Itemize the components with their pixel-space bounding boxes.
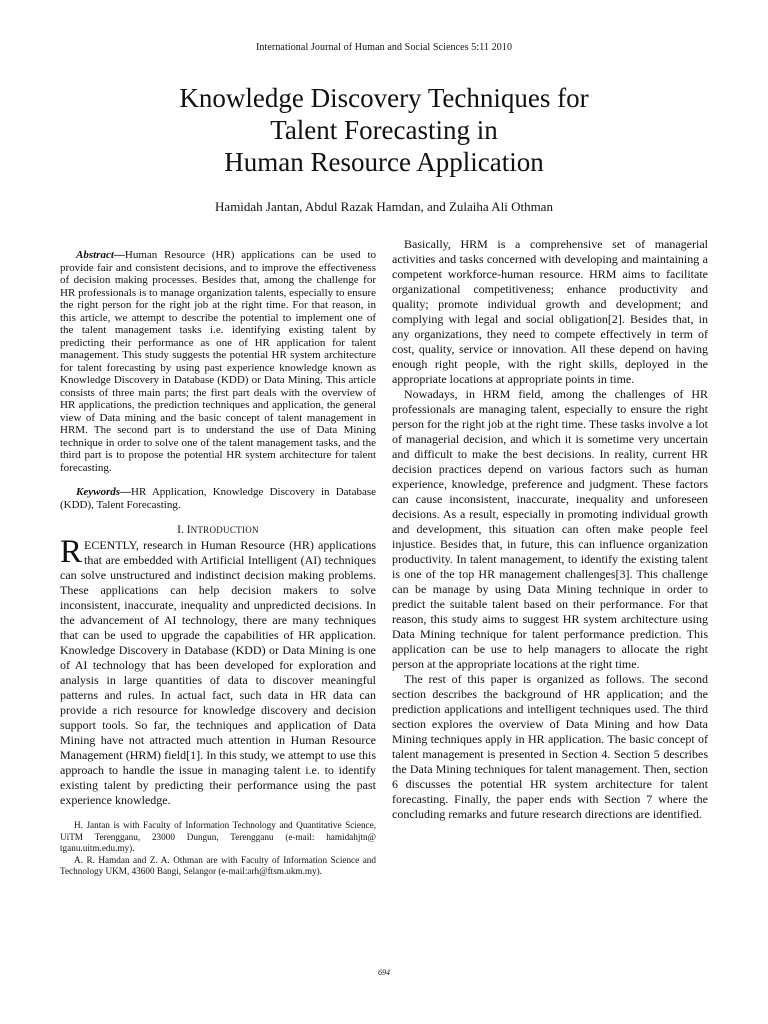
left-column bbox=[60, 237, 376, 878]
introduction-paragraph bbox=[60, 534, 376, 808]
section-heading-text: NTRODUCTION bbox=[190, 525, 259, 535]
section-heading-introduction bbox=[60, 524, 376, 537]
drop-cap: R bbox=[60, 534, 83, 570]
right-column bbox=[392, 237, 708, 822]
footnote: A. R. Hamdan and Z. A. Othman are with Faculty of Information Science and Technology UKM, 43600 Bangi, Selangor (e-mail:arh@ftsm.ukm.my). bbox=[60, 854, 376, 876]
body-paragraph: Basically, HRM is a comprehensive set of managerial activities and tasks concerned with developing and maintaining a competent workforce-human resource. HRM aims to facilitate organizational competitiveness; enhance productivity and quality; promote individual growth and development; and complying with legal and social obligation[2]. Besides that, in any organizations, they need to compete effectively in term of cost, quality, service or innovation. All these depend on having enough right people, with the right skills, deployed in the appropriate locations at appropriate points in time. bbox=[392, 237, 708, 386]
running-head: International Journal of Human and Social Sciences 5:11 2010 bbox=[255, 42, 513, 53]
abstract-label: Abstract bbox=[76, 249, 114, 261]
keywords bbox=[60, 486, 376, 511]
paper-title bbox=[84, 82, 684, 178]
title-line: Knowledge Discovery Techniques for bbox=[179, 83, 589, 113]
abstract bbox=[60, 249, 376, 474]
abstract-dash: — bbox=[113, 249, 125, 261]
title-line: Human Resource Application bbox=[224, 147, 544, 177]
section-numeral: I. I bbox=[177, 524, 191, 536]
intro-text: research in Human Resource (HR) applications that are embedded with Artificial Intelligent (AI) techniques can solve unstructured and indistinct decision making problems. These applications can help decision makers to solve inconsistent, inaccurate, inequality and unpredicted decisions. In the advancement of AI technology, there are many techniques that can be used to upgrade the capabilities of HR application. Knowledge Discovery in Database (KDD) or Data Mining is one of AI technology that has been developed for exploration and analysis in large quantities of data to discover meaningful patterns and rules. In actual fact, such data in HR data can provide a rich resource for knowledge discovery and decision support tools. So far, the techniques and application of Data Mining have not attracted much attention in Human Resource Management (HRM) field[1]. In this study, we attempt to use this approach to handle the issue in managing talent i.e. to identify existing talent by predicting their performance using the past experience knowledge. bbox=[60, 538, 376, 807]
author-list: Hamidah Jantan, Abdul Razak Hamdan, and Zulaiha Ali Othman bbox=[215, 199, 553, 214]
body-paragraph: Nowadays, in HRM field, among the challenges of HR professionals are managing talent, especially to ensure the right person for the right job at the right time. These tasks involve a lot of managerial decision, and which it is sometime very uncertain and difficult to make the best decisions. In reality, current HR decision practices depend on various factors such as human experience, knowledge, preference and judgment. These factors can cause inconsistent, inaccurate, inequality and unforeseen decisions. As a result, especially in promoting individual growth and development, this situation can often make people feel injustice. Besides that, in future, this can influence organization productivity. In talent management, to identify the existing talent is one of the top HR management challenges[3]. This challenge can be manage by using Data Mining technique in order to predict the suitable talent based on their performance. For that reason, this study aims to suggest HR system architecture using Data Mining technique for talent performance prediction. This application can be use to help managers to allocate the right person at the appropriate locations at the right time. bbox=[392, 387, 708, 671]
intro-first-word: ECENTLY, bbox=[84, 538, 139, 552]
page-number: 694 bbox=[378, 968, 390, 977]
keywords-text: HR Application, Knowledge Discovery in Database (KDD), Talent Forecasting. bbox=[60, 486, 376, 511]
keywords-dash: — bbox=[120, 486, 131, 498]
title-line: Talent Forecasting in bbox=[270, 115, 498, 145]
abstract-text: Human Resource (HR) applications can be used to provide fair and consistent decisions, and to improve the effectiveness of decision making processes. Besides that, among the challenge for HR professionals is to manage organization talents, especially to ensure the right person for the right job at the right time. For that reason, in this article, we attempt to describe the potential to implement one of the talent management tasks i.e. identifying existing talent by predicting their performance as one of HR application for talent management. This study suggests the potential HR system architecture for talent forecasting by using past experience knowledge known as Knowledge Discovery in Database (KDD) or Data Mining. This article consists of three main parts; the first part deals with the overview of HR applications, the prediction techniques and application, the general view of Data mining and the basic concept of talent management in HRM. The second part is to understand the use of Data Mining technique in order to solve one of the talent management tasks, and the third part is to propose the potential HR system architecture for talent forecasting. bbox=[60, 249, 376, 474]
author-footnotes bbox=[60, 820, 376, 878]
body-paragraph: The rest of this paper is organized as follows. The second section describes the background of HR application; and the prediction applications and intelligent techniques used. The third section explores the overview of Data Mining and how Data Mining techniques apply in HR application. The basic concept of talent management is presented in Section 4. Section 5 describes the Data Mining techniques for talent management. Then, section 6 discusses the potential HR system architecture for talent forecasting. Finally, the paper ends with Section 7 where the concluding remarks and future research directions are identified. bbox=[392, 672, 708, 821]
footnote: H. Jantan is with Faculty of Information Technology and Quantitative Science, UiTM Terengganu, 23000 Dungun, Terengganu (e-mail: hamidahjtn@ tganu.uitm.edu.my). bbox=[60, 820, 376, 853]
keywords-label: Keywords bbox=[76, 486, 120, 498]
